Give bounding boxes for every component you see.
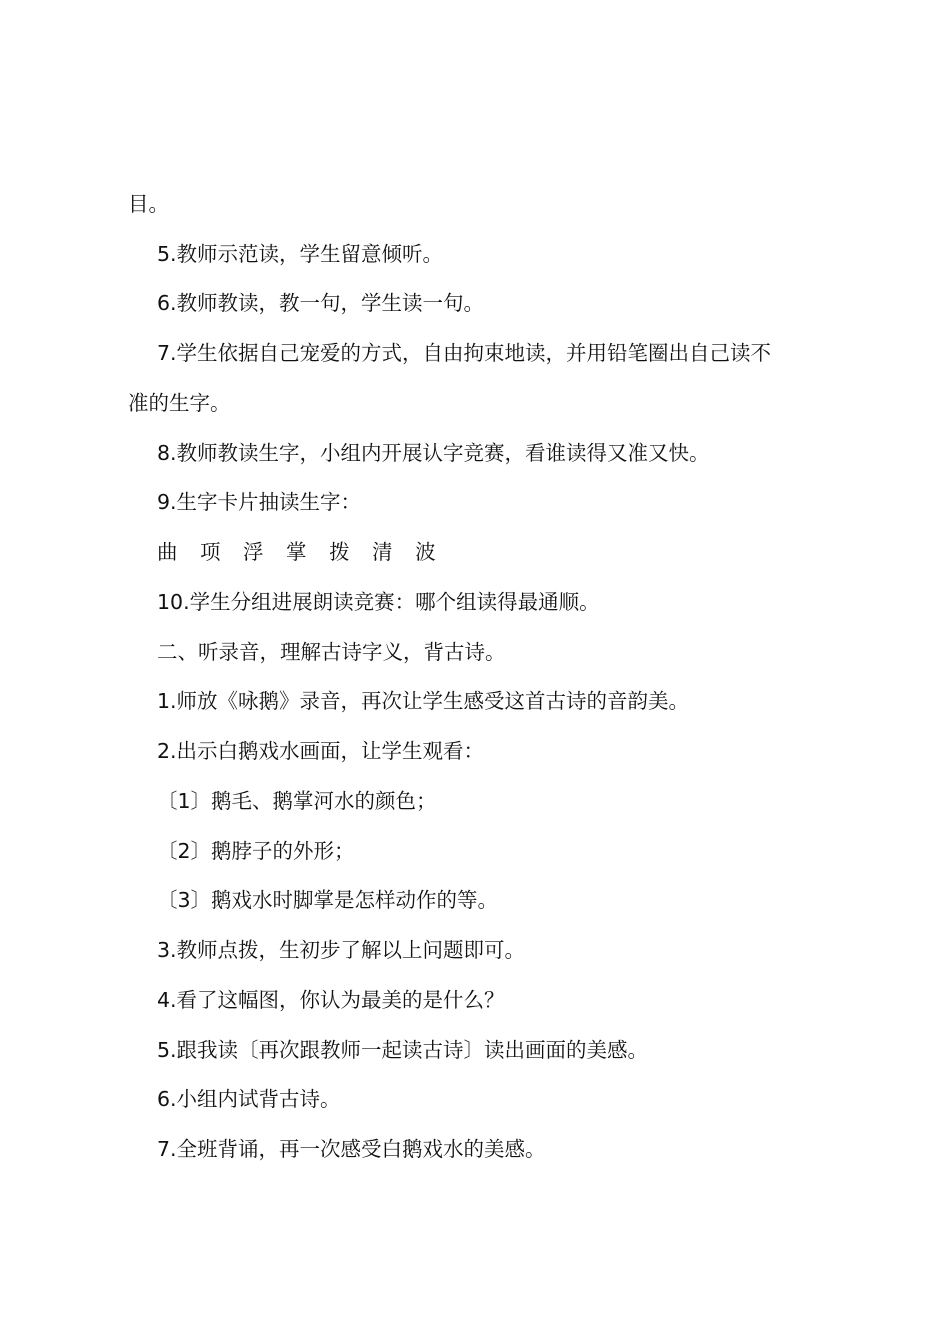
text-line: 8.教师教读生字，小组内开展认字竞赛，看谁读得又准又快。 — [157, 441, 710, 465]
text-line: 〔3〕鹅戏水时脚掌是怎样动作的等。 — [157, 888, 499, 912]
text-line: 5.教师示范读，学生留意倾听。 — [157, 242, 444, 266]
text-line: 7.学生依据自己宠爱的方式，自由拘束地读，并用铅笔圈出自己读不 — [157, 341, 772, 365]
text-line: 5.跟我读〔再次跟教师一起读古诗〕读出画面的美感。 — [157, 1038, 649, 1062]
text-line: 〔1〕鹅毛、鹅掌河水的颜色； — [157, 789, 437, 813]
text-line: 9.生字卡片抽读生字： — [157, 490, 362, 514]
text-line: 2.出示白鹅戏水画面，让学生观看： — [157, 739, 485, 763]
text-line: 1.师放《咏鹅》录音，再次让学生感受这首古诗的音韵美。 — [157, 689, 690, 713]
text-line: 4.看了这幅图，你认为最美的是什么？ — [157, 988, 505, 1012]
text-line: 〔2〕鹅脖子的外形； — [157, 839, 355, 863]
text-line: 10.学生分组进展朗读竞赛：哪个组读得最通顺。 — [157, 590, 600, 614]
character-list: 曲 项 浮 掌 拨 清 波 — [157, 540, 444, 564]
text-line: 目。 — [128, 192, 169, 216]
section-heading: 二、听录音，理解古诗字义，背古诗。 — [157, 640, 506, 664]
text-line: 6.小组内试背古诗。 — [157, 1087, 341, 1111]
text-line: 3.教师点拨，生初步了解以上问题即可。 — [157, 938, 526, 962]
text-line: 6.教师教读，教一句，学生读一句。 — [157, 291, 485, 315]
text-line: 准的生字。 — [128, 391, 231, 415]
text-line: 7.全班背诵，再一次感受白鹅戏水的美感。 — [157, 1137, 546, 1161]
